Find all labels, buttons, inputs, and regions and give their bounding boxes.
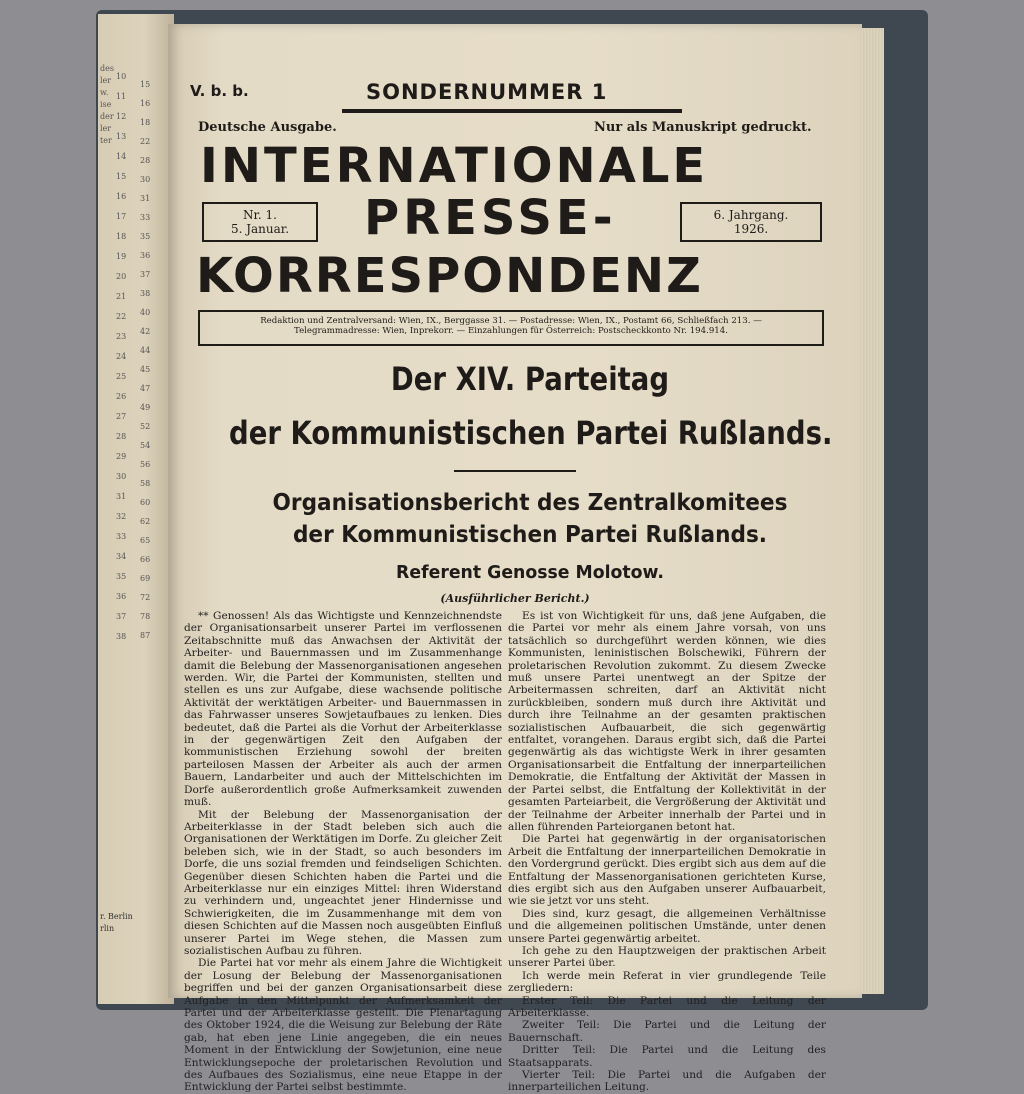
left-page-number: 31 <box>116 492 127 501</box>
left-page-number: 25 <box>116 372 127 381</box>
left-page-number: 42 <box>140 327 151 336</box>
address-line-1: Redaktion und Zentralversand: Wien, IX., Berggasse 31. — Postadresse: Wien, IX., Postamt 66, Schließfach 213. — <box>260 316 762 326</box>
left-page-number: 87 <box>140 631 151 640</box>
issue-info-box <box>202 202 318 242</box>
left-page-number: 12 <box>116 112 127 121</box>
headline-line2: der Kommunistischen Partei Rußlands. <box>229 414 833 452</box>
left-page-number: 38 <box>116 632 127 641</box>
left-page-number: 40 <box>140 308 151 317</box>
left-page-number: 31 <box>140 194 151 203</box>
subheadline-line1: Organisationsbericht des Zentralkomitees <box>272 490 788 516</box>
edition-label: Deutsche Ausgabe. <box>198 120 337 135</box>
article-paragraph: Zweiter Teil: Die Partei und die Leitung der Bauernschaft. <box>508 1019 826 1044</box>
left-page-number: 17 <box>116 212 127 221</box>
article-paragraph: Ich gehe zu den Hauptzweigen der praktischen Arbeit unserer Partei über. <box>508 944 826 970</box>
left-page-number: 26 <box>116 392 127 401</box>
left-page-number: 18 <box>140 118 151 127</box>
left-page-number: 37 <box>116 612 127 621</box>
left-page-number: 37 <box>140 270 151 279</box>
left-page-margin-word: der <box>100 112 114 121</box>
left-page-number: 14 <box>116 152 127 161</box>
left-page-number: 33 <box>140 213 151 222</box>
left-page-number: 15 <box>116 172 127 181</box>
left-page-margin-word: ler <box>100 124 112 133</box>
left-page-number: 65 <box>140 536 151 545</box>
left-page-number: 78 <box>140 612 151 621</box>
left-page-number: 13 <box>116 132 127 141</box>
left-page-number: 16 <box>140 99 151 108</box>
volume-label: 6. Jahrgang. <box>713 208 789 222</box>
left-page-number: 28 <box>116 432 127 441</box>
left-page-margin-word: ise <box>100 100 112 109</box>
left-page-number: 38 <box>140 289 151 298</box>
masthead-title-line2: PRESSE- <box>364 190 617 246</box>
article-paragraph: Mit der Belebung der Massenorganisation der Arbeiterklasse in der Stadt beleben sich auch die Organisationen der Werktätigen im Dorfe. Zu gleicher Zeit beleben sich, wie in der Stadt, so auch besonders im Dorfe, die uns sozial fremden und feindseligen Schichten. Gegenüber diesen Schichten haben die Partei und die Arbeiterklasse nur ein einziges Mittel: ihren Widerstand zu verhindern und, ungeachtet jener Hindernisse und Schwierigkeiten, die im Zusammenhange mit dem von diesen Schichten auf die Massen noch ausgeübten Einfluß unserer Partei im Wege stehen, die Massen zum sozialistischen Aufbau zu führen. <box>184 808 502 957</box>
article-paragraph: Vierter Teil: Die Partei und die Aufgaben der innerparteilichen Leitung. <box>508 1069 826 1094</box>
left-page-number: 18 <box>116 232 127 241</box>
print-note: Nur als Manuskript gedruckt. <box>594 120 812 135</box>
left-page-number: 36 <box>116 592 127 601</box>
left-page-number: 30 <box>140 175 151 184</box>
article-paragraph: Die Partei hat gegenwärtig in der organisatorischen Arbeit die Entfaltung der innerparteilichen Demokratie in den Vordergrund gerückt. Dies ergibt sich aus dem auf die Entfaltung der Massenorganisationen gerichteten Kurse, dies ergibt sich aus den Aufgaben unserer Aufbauarbeit, wie sie jetzt vor uns steht. <box>508 833 826 908</box>
article-paragraph: Die Partei hat vor mehr als einem Jahre die Wichtigkeit der Losung der Belebung der Massenorganisationen begriffen und bei der ganzen Organisationsarbeit diese Aufgabe in den Mittelpunkt der Aufmerksamkeit der Partei und der Arbeiterklasse gestellt. Die Plenartagung des Oktober 1924, die die Weisung zur Belebung der Räte gab, hat eben jene Linie angegeben, die ein neues Moment in der Entwicklung der Sowjetunion, eine neue Entwicklungsepoche der proletarischen Revolution und des Aufbaues des Sozialismus, eine neue Etappe in der Entwicklung der Partei selbst bestimmte. <box>184 957 502 1094</box>
left-page-number: 35 <box>116 572 127 581</box>
left-page-margin-word: ler <box>100 76 112 85</box>
left-page-number: 32 <box>116 512 127 521</box>
previous-page-sliver <box>98 14 174 1004</box>
left-page-number: 33 <box>116 532 127 541</box>
left-page-number: 34 <box>116 552 127 561</box>
issue-number: Nr. 1. <box>243 208 277 222</box>
issue-date: 5. Januar. <box>230 222 290 236</box>
left-page-number: 66 <box>140 555 151 564</box>
left-page-number: 27 <box>116 412 127 421</box>
speaker-line: Referent Genosse Molotow. <box>396 562 664 583</box>
left-page-number: 15 <box>140 80 151 89</box>
article-left-column <box>184 610 502 1094</box>
left-page-number: 62 <box>140 517 151 526</box>
article-right-column <box>508 610 826 1094</box>
article-paragraph: Es ist von Wichtigkeit für uns, daß jene Aufgaben, die die Partei vor mehr als einem Jahre vorsah, von uns tatsächlich so durchgeführt werden können, wie dies Kommunisten, leninistischen Bolschewiki, Führern der proletarischen Revolution zukommt. Zu diesem Zwecke muß unsere Partei unentwegt an der Spitze der Arbeitermassen schreiten, darf an Aktivität nicht zurückbleiben, sondern muß durch ihre Aktivität und durch ihre Teilnahme an der gesamten praktischen sozialistischen Aufbauarbeit, die sich gegenwärtig entfaltet, vorangehen. Daraus ergibt sich, daß die Partei gegenwärtig als das wichtigste Werk in ihrer gesamten Organisationsarbeit die Entfaltung der innerparteilichen Demokratie, die Entfaltung der Aktivität der Massen in der Partei selbst, die Entfaltung der Kollektivität in der gesamten Parteiarbeit, die Vergrößerung der Aktivität und der Teilnahme der Arbeiter innerhalb der Partei und in allen führenden Parteiorganen betont hat. <box>508 610 826 833</box>
left-page-number: 29 <box>116 452 127 461</box>
left-page-number: 10 <box>116 72 127 81</box>
left-page-number: 24 <box>116 352 127 361</box>
left-page-number: 28 <box>140 156 151 165</box>
left-page-margin-word: ter <box>100 136 112 145</box>
article-paragraph: Dies sind, kurz gesagt, die allgemeinen Verhältnisse und die allgemeinen politischen Umstände, unter denen unsere Partei gegenwärtig arbeitet. <box>508 907 826 945</box>
left-page-margin-word: w. <box>100 88 109 97</box>
article-paragraph: Ich werde mein Referat in vier grundlegende Teile zergliedern: <box>508 969 826 995</box>
page-edges <box>862 28 884 994</box>
article-paragraph: Dritter Teil: Die Partei und die Leitung des Staatsapparats. <box>508 1044 826 1069</box>
left-page-number: 23 <box>116 332 127 341</box>
left-page-number: 47 <box>140 384 151 393</box>
left-page-number: 52 <box>140 422 151 431</box>
left-page-number: 44 <box>140 346 151 355</box>
special-issue-underline <box>342 109 682 113</box>
left-page-number: 60 <box>140 498 151 507</box>
article-paragraph: ** Genossen! Als das Wichtigste und Kennzeichnendste der Organisationsarbeit unserer Partei im verflossenen Zeitabschnitte muß das Anwachsen der Aktivität der Arbeiter- und Bauernmassen und im Zusammenhange damit die Belebung der Massenorganisationen angesehen werden. Wir, die Partei der Kommunisten, stellten und stellen es uns zur Aufgabe, diese wachsende politische Aktivität der werktätigen Arbeiter- und Bauernmassen in das Fahrwasser unseres Sowjetaufbaues zu lenken. Dies bedeutet, daß die Partei als die Vorhut der Arbeiterklasse in der gegenwärtigen Zeit den Aufgaben der kommunistischen Erziehung sowohl der breiten parteilosen Massen der Arbeiter als auch der armen Bauern, Landarbeiter und auch der Mittelschichten im Dorfe außerordentlich große Aufmerksamkeit zuwenden muß. <box>184 610 502 809</box>
masthead-title-line1: INTERNATIONALE <box>200 138 709 194</box>
left-page-number: 20 <box>116 272 127 281</box>
special-issue-label: SONDERNUMMER 1 <box>366 80 608 104</box>
masthead-title-line3: KORRESPONDENZ <box>196 248 703 304</box>
left-page-number: 58 <box>140 479 151 488</box>
postal-note: V. b. b. <box>190 82 249 100</box>
address-box <box>198 310 824 346</box>
left-page-number: 35 <box>140 232 151 241</box>
left-page-number: 69 <box>140 574 151 583</box>
article-paragraph: Erster Teil: Die Partei und die Leitung der Arbeiterklasse. <box>508 994 826 1019</box>
left-page-number: 11 <box>116 92 127 101</box>
volume-info-box <box>680 202 822 242</box>
left-page-footer: r. Berlin <box>100 912 133 921</box>
left-page-number: 21 <box>116 292 127 301</box>
left-page-number: 49 <box>140 403 151 412</box>
subheadline-line2: der Kommunistischen Partei Rußlands. <box>292 522 768 548</box>
left-page-number: 30 <box>116 472 127 481</box>
left-page-number: 22 <box>140 137 151 146</box>
left-page-number: 72 <box>140 593 151 602</box>
headline-line1: Der XIV. Parteitag <box>390 360 670 398</box>
left-page-margin-word: des <box>100 64 114 73</box>
volume-year: 1926. <box>733 222 769 236</box>
left-page-number: 16 <box>116 192 127 201</box>
left-page-number: 45 <box>140 365 151 374</box>
left-page-number: 19 <box>116 252 127 261</box>
left-page-number: 36 <box>140 251 151 260</box>
left-page-number: 56 <box>140 460 151 469</box>
left-page-footer: rlin <box>100 924 115 933</box>
left-page-number: 22 <box>116 312 127 321</box>
headline-divider <box>454 470 576 472</box>
left-page-number: 54 <box>140 441 151 450</box>
report-note: (Ausführlicher Bericht.) <box>440 592 590 605</box>
address-line-2: Telegrammadresse: Wien, Inprekorr. — Einzahlungen für Österreich: Postscheckkonto Nr. 194.914. <box>294 326 728 336</box>
